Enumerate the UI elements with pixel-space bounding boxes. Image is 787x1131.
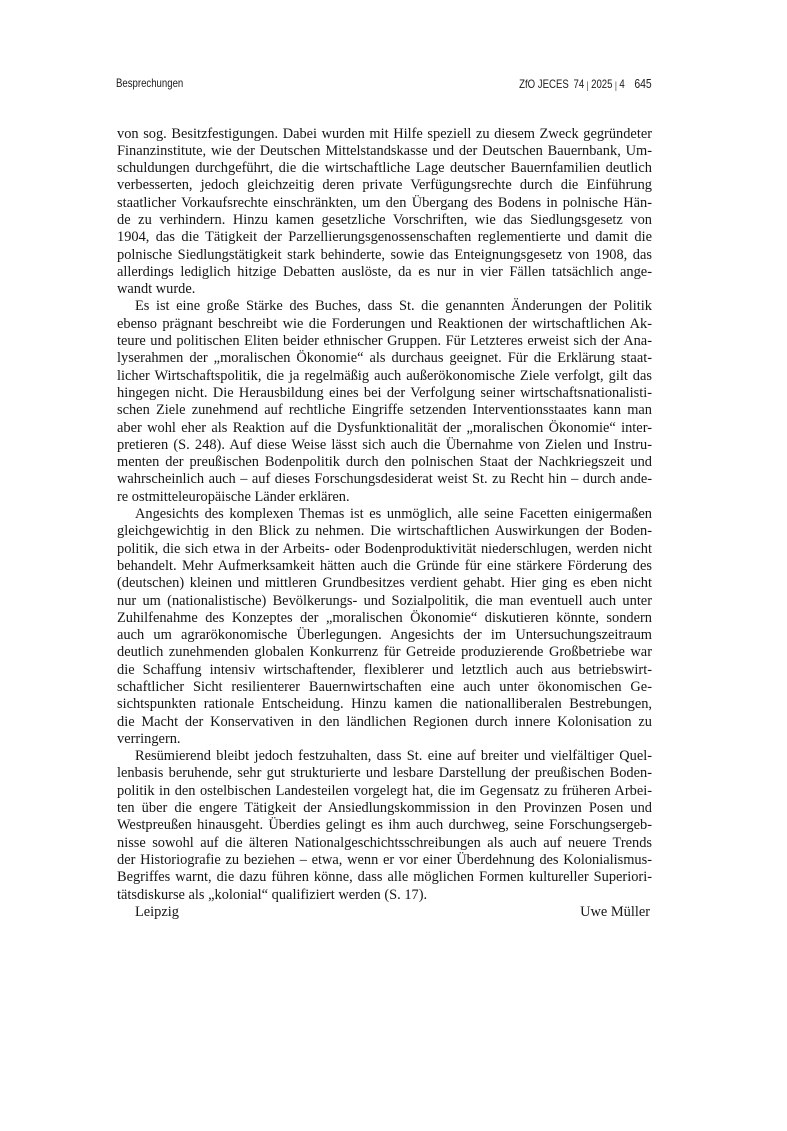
text-line: die Schaffung intensiv wirtschaftender, flexiblerer und letztlich auch aus betriebswirt-	[117, 661, 652, 678]
text-line: schuldungen durchgeführt, die die wirtschaftliche Lage deutscher Bauernfamilien deutlich	[117, 160, 652, 177]
issue-number: 4	[619, 77, 626, 91]
text-line: verbesserten, jedoch gleichzeitig deren private Verfügungsrechte durch die Einführung	[117, 177, 652, 194]
text-line: von sog. Besitzfestigungen. Dabei wurden mit Hilfe speziell zu diesem Zweck gegründeter	[117, 125, 652, 142]
journal-name: ZfO JECES	[519, 77, 570, 91]
text-line: re ostmitteleuropäische Länder erklären.	[117, 488, 350, 505]
text-line: Begriffes warnt, die dazu führen könne, dass alle möglichen Formen kultureller Superiori-	[117, 869, 652, 886]
text-line: (deutschen) kleinen und mittleren Grundbesitzes verdient gehabt. Hier ging es eben nicht	[117, 575, 652, 592]
text-line: sichtspunkten rationale Entscheidung. Hinzu kamen die nationalliberalen Bestrebungen,	[117, 696, 652, 713]
text-line: nur um (nationalistische) Bevölkerungs- und Sozialpolitik, die man eventuell auch unter	[117, 592, 652, 609]
paragraph	[117, 506, 652, 748]
text-line: 1904, das die Tätigkeit der Parzellierungsgenossenschaften reglementierte und damit die	[117, 229, 652, 246]
text-line: politik, die sich etwa in der Arbeits- oder Bodenproduktivität niederschlugen, werden nicht	[117, 540, 652, 557]
volume-number: 74	[573, 77, 585, 91]
paragraph	[117, 298, 652, 506]
text-line: deutlich zunehmenden globalen Konkurrenz für Getreide produzierende Großbetriebe war	[117, 644, 652, 661]
text-line: Zuhilfenahme des Konzeptes der „moralischen Ökonomie“ diskutieren könnte, sondern	[117, 609, 652, 626]
text-line: ebenso prägnant beschreibt wie die Forderungen und Reaktionen der wirtschaftlichen Ak-	[117, 315, 652, 332]
paragraph	[117, 126, 652, 299]
text-line: aber wohl eher als Reaktion auf die Dysfunktionalität der „moralischen Ökonomie“ inter-	[117, 419, 652, 436]
separator: |	[615, 81, 618, 92]
text-line: nisse sowohl auf die älteren Nationalgeschichtsschreibungen als auch auf neuere Trends	[117, 834, 652, 851]
text-line: behandelt. Mehr Aufmerksamkeit hätten auch die Gründe für eine stärkere Förderung des	[117, 557, 652, 574]
text-line: tätsdiskurse als „kolonial“ qualifiziert werden (S. 17).	[117, 886, 428, 903]
section-title: Besprechungen	[116, 76, 184, 90]
text-line: gleichgewichtig in den Blick zu nehmen. Die wirtschaftlichen Auswirkungen der Boden-	[117, 523, 652, 540]
text-line: Angesichts des komplexen Themas ist es unmöglich, alle seine Facetten einigermaßen	[135, 506, 652, 523]
text-line: wahrscheinlich auch – auf dieses Forschungsdesiderat weist St. zu Recht hin – durch ande-	[117, 471, 652, 488]
review-body	[117, 126, 652, 922]
separator: |	[586, 81, 590, 92]
paragraph	[117, 748, 652, 904]
text-line: lenbasis beruhende, sehr gut strukturierte und lesbare Darstellung der preußischen Boden-	[117, 765, 652, 782]
text-line: politik in den ostelbischen Landesteilen vorgelegt hat, die im Gegensatz zu früheren Arbei-	[117, 782, 652, 799]
text-line: der Historiografie zu beziehen – etwa, wenn er vor einer Überdehnung des Kolonialismus-	[117, 851, 652, 868]
signature-place: Leipzig	[135, 903, 179, 920]
page-number: 645	[634, 76, 652, 91]
text-line: Es ist eine große Stärke des Buches, dass St. die genannten Änderungen der Politik	[135, 298, 652, 315]
text-line: hingegen nicht. Die Herausbildung eines bei der Verfolgung seiner wirtschaftsnationalisti-	[117, 384, 652, 401]
text-line: ten über die engere Tätigkeit der Ansiedlungskommission in den Provinzen Posen und	[117, 800, 652, 817]
text-line: licher Wirtschaftspolitik, die ja regelmäßig auch außerökonomische Ziele verfolgt, gilt das	[117, 367, 652, 384]
text-line: Resümierend bleibt jedoch festzuhalten, dass St. eine auf breiter und vielfältiger Quel-	[135, 748, 652, 765]
signature	[117, 904, 652, 921]
text-line: wandt wurde.	[117, 281, 196, 298]
text-line: menten der preußischen Bodenpolitik durch den polnischen Staat der Nachkriegszeit und	[117, 454, 652, 471]
text-line: de zu verhindern. Hinzu kamen gesetzliche Vorschriften, wie das Siedlungsgesetz von	[117, 211, 652, 228]
text-line: verringern.	[117, 730, 181, 747]
text-line: pretieren (S. 248). Auf diese Weise lässt sich auch die Übernahme von Zielen und Instru-	[117, 436, 652, 453]
text-line: teure und politischen Eliten beider ethnischer Gruppen. Für Letzteres erweist sich der Ana-	[117, 333, 652, 350]
text-line: Finanzinstitute, wie der Deutschen Mittelstandskasse und der Deutschen Bauernbank, Um-	[117, 142, 652, 159]
text-line: auch um agrarökonomische Überlegungen. Angesichts der im Untersuchungszeitraum	[117, 627, 652, 644]
text-line: polnische Siedlungstätigkeit stark behinderte, sowie das Enteignungsgesetz von 1908, das	[117, 246, 652, 263]
text-line: die Macht der Konservativen in den ländlichen Regionen durch innere Kolonisation zu	[117, 713, 652, 730]
journal-info	[519, 76, 652, 93]
running-head	[116, 76, 652, 91]
text-line: schaftlicher Sicht resilienterer Bauernwirtschaften eine auch unter ökonomischen Ge-	[117, 679, 652, 695]
text-line: allerdings lediglich hitzige Debatten auslöste, da es nur in vier Fällen tatsächlich ange-	[117, 263, 652, 280]
text-line: staatlicher Vorkaufsrechte einschränkten, um den Übergang des Bodens in polnische Hän-	[117, 194, 652, 211]
signature-author: Uwe Müller	[580, 903, 650, 920]
text-line: schen Ziele zunehmend auf rechtliche Eingriffe setzenden Interventionsstaates kann man	[117, 402, 652, 419]
year: 2025	[591, 77, 613, 91]
text-line: lyserahmen der „moralischen Ökonomie“ als durchaus geeignet. Für die Erklärung staat-	[117, 350, 652, 367]
text-line: Westpreußen hinausgeht. Überdies gelingt es ihm auch durchweg, seine Forschungsergeb-	[117, 817, 652, 834]
